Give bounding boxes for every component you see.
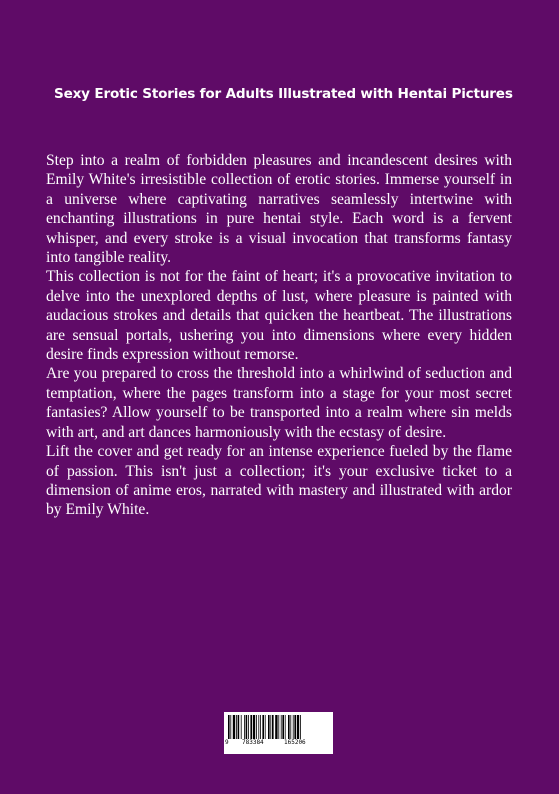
cover-title: Sexy Erotic Stories for Adults Illustrated with Hentai Pictures (54, 86, 513, 102)
book-blurb (46, 151, 512, 520)
blurb-paragraph-3: Are you prepared to cross the threshold into a whirlwind of seduction and temptation, where the pages transform into a stage for your most secret fantasies? Allow yourself to be transported into a realm where sin melds with art, and art dances harmoniously with the ecstasy of desire. (46, 365, 512, 441)
barcode-digit-group-2: 165206 (284, 739, 306, 746)
isbn-barcode (224, 712, 333, 754)
barcode-bars-icon (227, 715, 330, 741)
blurb-paragraph-2: This collection is not for the faint of heart; it's a provocative invitation to delve into the unexplored depths of lust, where pleasure is painted with audacious strokes and details that quicken the heartbeat. The illustrations are sensual portals, ushering you into dimensions where every hidden desire finds expression without remorse. (46, 268, 512, 364)
blurb-paragraph-4: Lift the cover and get ready for an intense experience fueled by the flame of passion. This isn't just a collection; it's your exclusive ticket to a dimension of anime eros, narrated with mastery and illustrated with ardor by Emily White. (46, 443, 512, 519)
barcode-digit-first: 9 (225, 739, 229, 746)
barcode-digit-group-1: 783384 (242, 739, 264, 746)
blurb-paragraph-1: Step into a realm of forbidden pleasures and incandescent desires with Emily White's irresistible collection of erotic stories. Immerse yourself in a universe where captivating narratives seamlessly intertwine with enchanting illustrations in pure hentai style. Each word is a fervent whisper, and every stroke is a visual invocation that transforms fantasy into tangible reality. (46, 152, 512, 267)
